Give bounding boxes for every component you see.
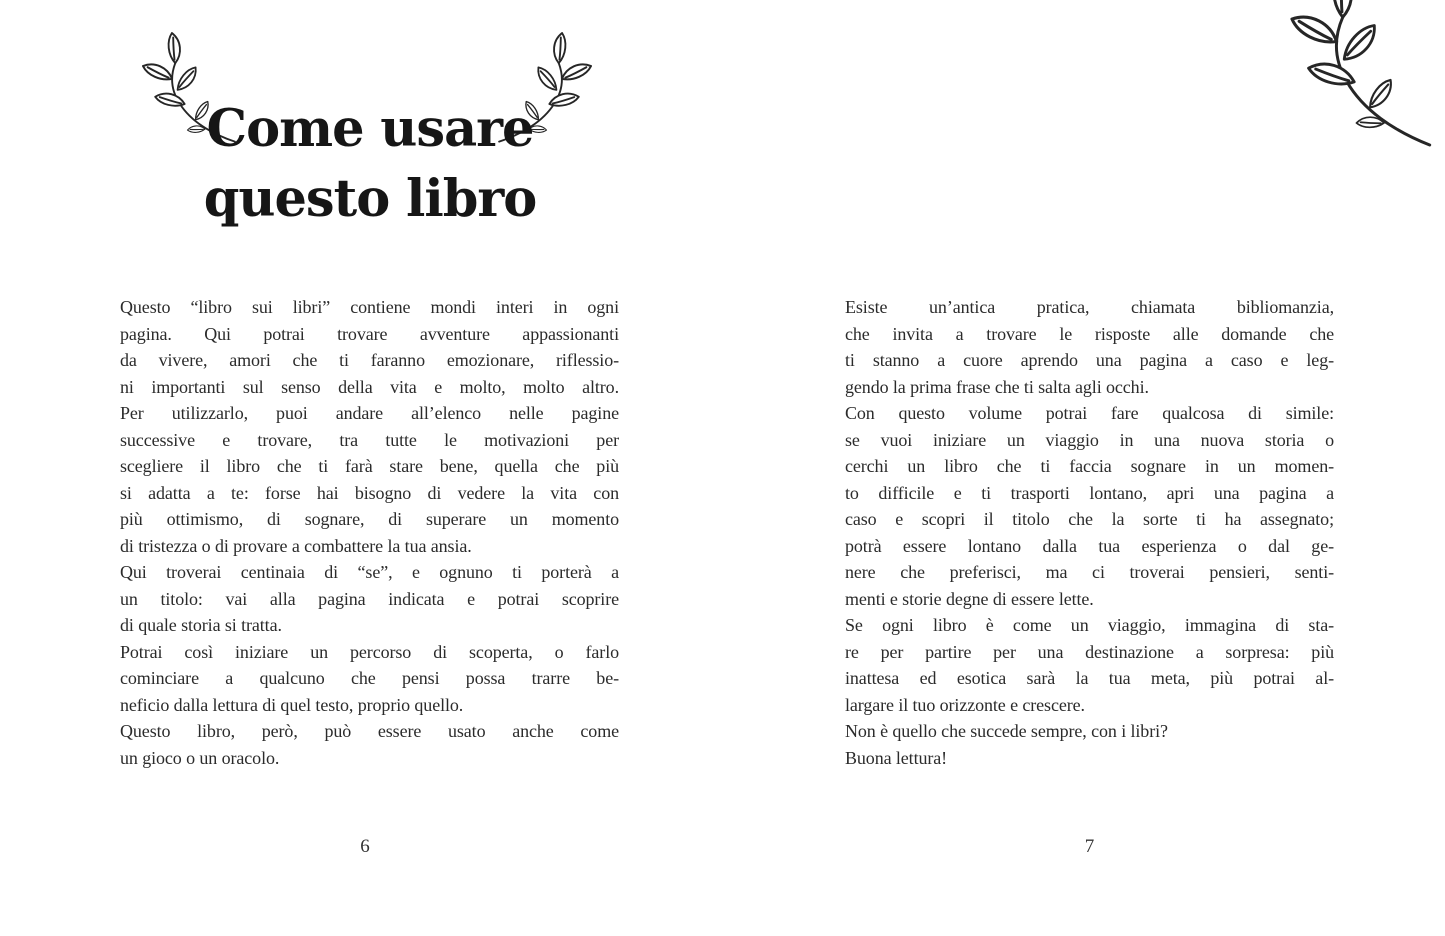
left-page-number: 6: [360, 836, 370, 857]
chapter-title-line-2: questo libro: [203, 169, 537, 229]
chapter-title-line-1: Come usare: [206, 99, 534, 159]
text-line: nere che preferisci, ma ci troverai pensieri, senti-: [845, 562, 1334, 582]
text-line: un titolo: vai alla pagina indicata e potrai scoprire: [120, 588, 619, 609]
text-line: to difficile e ti trasporti lontano, apri una pagina a: [845, 482, 1334, 503]
text-line: si adatta a te: forse hai bisogno di vedere la vita con: [120, 482, 619, 503]
text-line: di tristezza o di provare a combattere la tua ansia.: [120, 535, 472, 556]
text-line: Questo “libro sui libri” contiene mondi interi in ogni: [120, 297, 619, 317]
text-line: Se ogni libro è come un viaggio, immagina di sta-: [845, 615, 1334, 635]
text-line: gendo la prima frase che ti salta agli occhi.: [845, 376, 1149, 397]
text-line: Con questo volume potrai fare qualcosa di simile:: [845, 403, 1334, 423]
text-line: neficio dalla lettura di quel testo, proprio quello.: [120, 694, 464, 715]
text-line: Esiste un’antica pratica, chiamata bibliomanzia,: [845, 297, 1334, 317]
text-line: ni importanti sul senso della vita e molto, molto altro.: [120, 376, 619, 397]
text-line: cominciare a qualcuno che pensi possa trarre be-: [120, 668, 619, 688]
text-line: un gioco o un oracolo.: [120, 747, 280, 768]
text-line: cerchi un libro che ti faccia sognare in un momen-: [845, 456, 1334, 476]
text-line: che invita a trovare le risposte alle domande che: [845, 323, 1334, 344]
text-line: Per utilizzarlo, puoi andare all’elenco nelle pagine: [120, 403, 619, 423]
text-line: Potrai così iniziare un percorso di scoperta, o farlo: [120, 641, 619, 662]
text-line: di quale storia si tratta.: [120, 615, 282, 635]
text-line: scegliere il libro che ti farà stare bene, quella che più: [120, 456, 619, 476]
text-line: menti e storie degne di essere lette.: [845, 588, 1094, 609]
right-page-text: [845, 294, 1334, 771]
text-line: pagina. Qui potrai trovare avventure appassionanti: [120, 323, 619, 344]
text-line: largare il tuo orizzonte e crescere.: [845, 694, 1085, 715]
text-line: inattesa ed esotica sarà la tua meta, più potrai al-: [845, 668, 1334, 688]
text-line: Qui troverai centinaia di “se”, e ognuno ti porterà a: [120, 562, 619, 582]
text-line: potrà essere lontano dalla tua esperienza o dal ge-: [845, 535, 1334, 556]
left-page-text: [120, 294, 619, 771]
text-line: successive e trovare, tra tutte le motivazioni per: [120, 429, 619, 450]
leaf-branch-icon: [1274, 4, 1441, 154]
text-line: da vivere, amori che ti faranno emozionare, riflessio-: [120, 350, 619, 370]
chapter-title: [120, 94, 620, 234]
text-line: Questo libro, però, può essere usato anche come: [120, 721, 619, 741]
text-line: ti stanno a cuore aprendo una pagina a caso e leg-: [845, 350, 1334, 370]
text-line: Buona lettura!: [845, 747, 948, 768]
right-page-number: 7: [1084, 836, 1095, 857]
text-line: più ottimismo, di sognare, di superare un momento: [120, 509, 619, 529]
text-line: re per partire per una destinazione a sorpresa: più: [845, 641, 1334, 662]
text-line: caso e scopri il titolo che la sorte ti ha assegnato;: [845, 509, 1334, 529]
text-line: Non è quello che succede sempre, con i libri?: [845, 721, 1168, 741]
text-line: se vuoi iniziare un viaggio in una nuova storia o: [845, 429, 1334, 450]
